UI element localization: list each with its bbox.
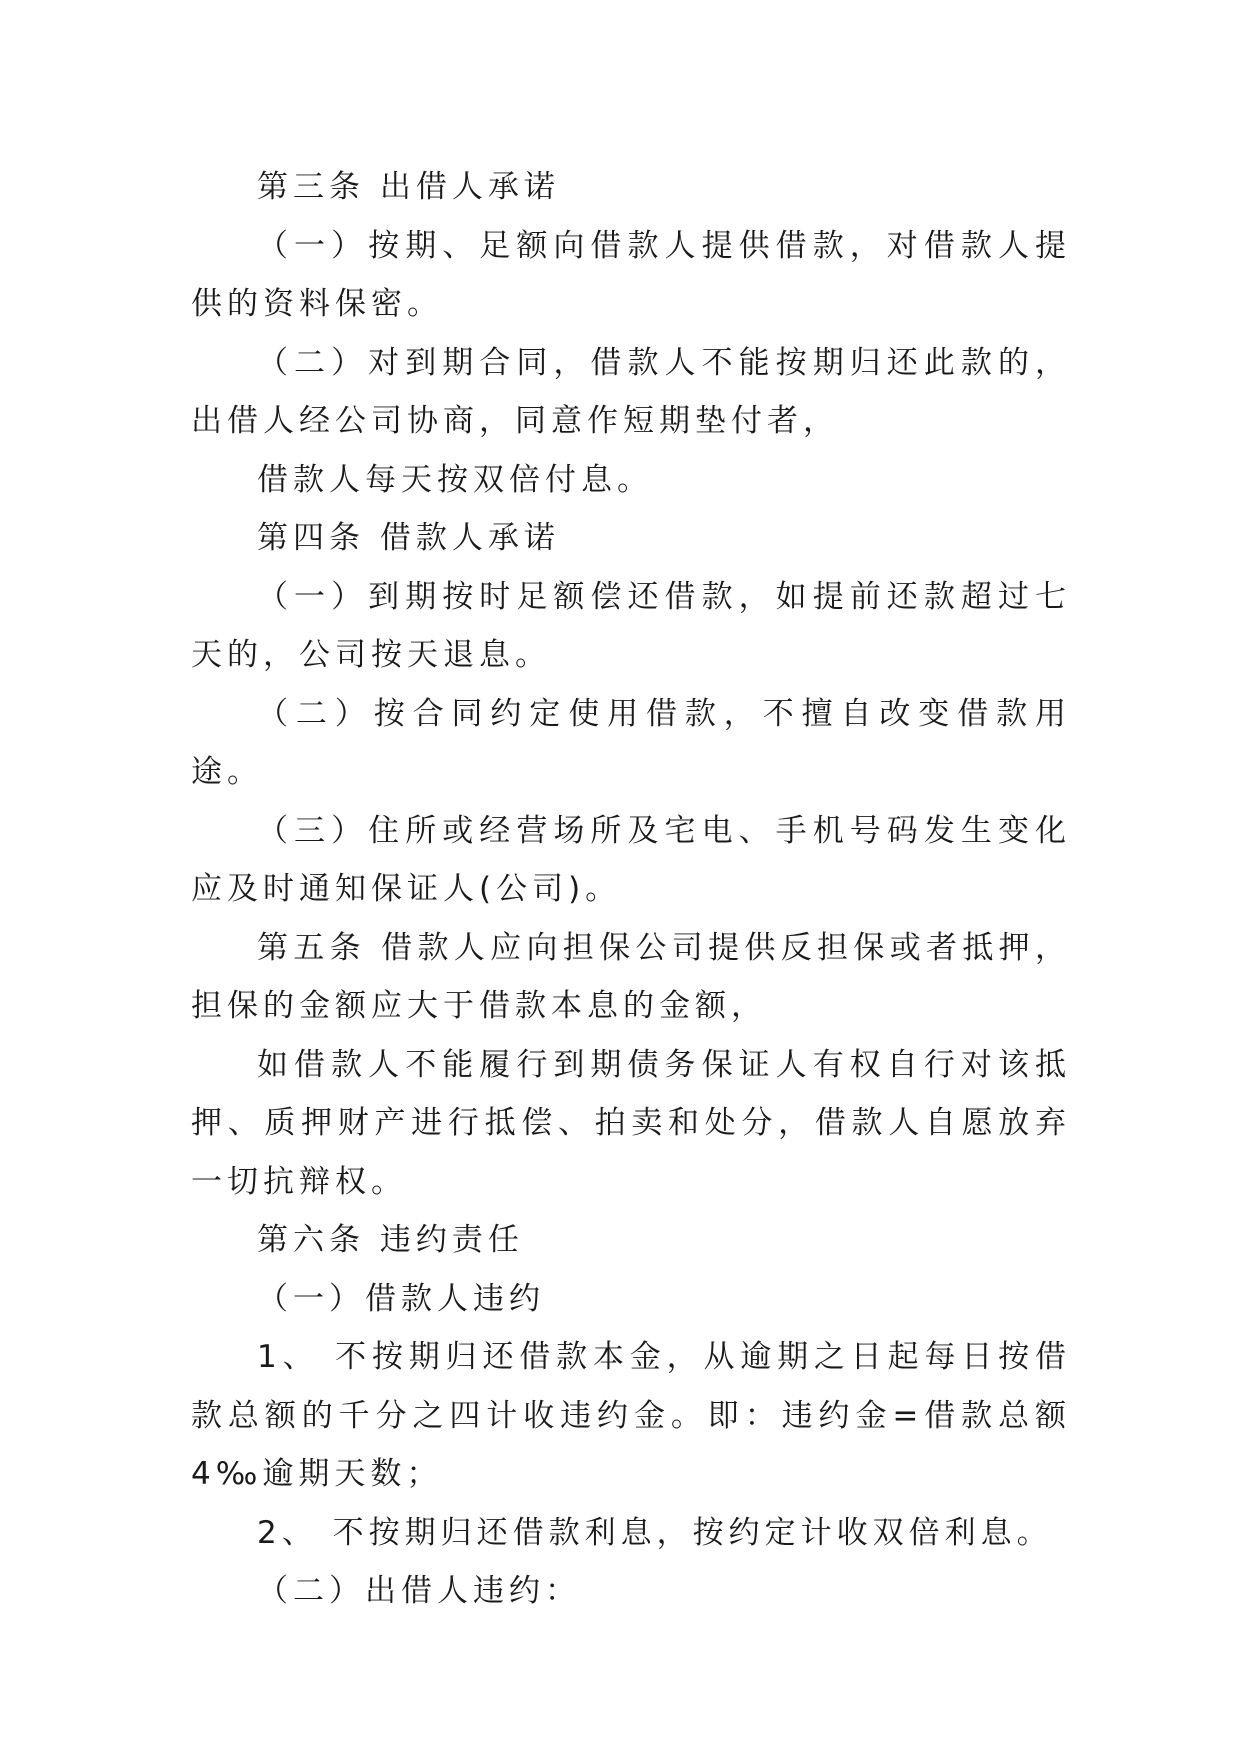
article-6-heading: 第六条 违约责任 [257,1222,524,1258]
article-6-item-2: 2、 不按期归还借款利息，按约定计收双倍利息。 [257,1514,1053,1551]
article-6-section-1-heading: （一）借款人违约 [257,1280,545,1317]
article-3-clause-2: （二）对到期合同，借款人不能按期归还此款的，出借人经公司协商，同意作短期垫付者， [191,344,1071,439]
article-6-section-2-heading: （二）出借人违约： [257,1573,581,1609]
article-3-heading: 第三条 出借人承诺 [257,169,560,205]
article-5-continued: 如借款人不能履行到期债务保证人有权自行对该抵押、质押财产进行抵偿、拍卖和处分，借款人自愿放弃一切抗辩权。 [191,1046,1071,1200]
article-6-item-1: 1、 不按期归还借款本金，从逾期之日起每日按借款总额的千分之四计收违约金。即：违约金=借款总额 4‰逾期天数； [191,1339,1071,1492]
article-5-text: 第五条 借款人应向担保公司提供反担保或者抵押，担保的金额应大于借款本息的金额， [191,929,1071,1024]
article-3-clause-1: （一）按期、足额向借款人提供借款，对借款人提供的资料保密。 [191,227,1071,322]
article-3-clause-2-continued: 借款人每天按双倍付息。 [257,461,653,498]
article-4-clause-2: （二）按合同约定使用借款，不擅自改变借款用途。 [191,695,1071,790]
article-4-clause-1: （一）到期按时足额偿还借款，如提前还款超过七天的，公司按天退息。 [191,578,1071,673]
article-4-heading: 第四条 借款人承诺 [257,520,560,556]
article-4-clause-3: （三）住所或经营场所及宅电、手机号码发生变化应及时通知保证人(公司)。 [191,812,1071,907]
document-body [191,158,1071,1621]
